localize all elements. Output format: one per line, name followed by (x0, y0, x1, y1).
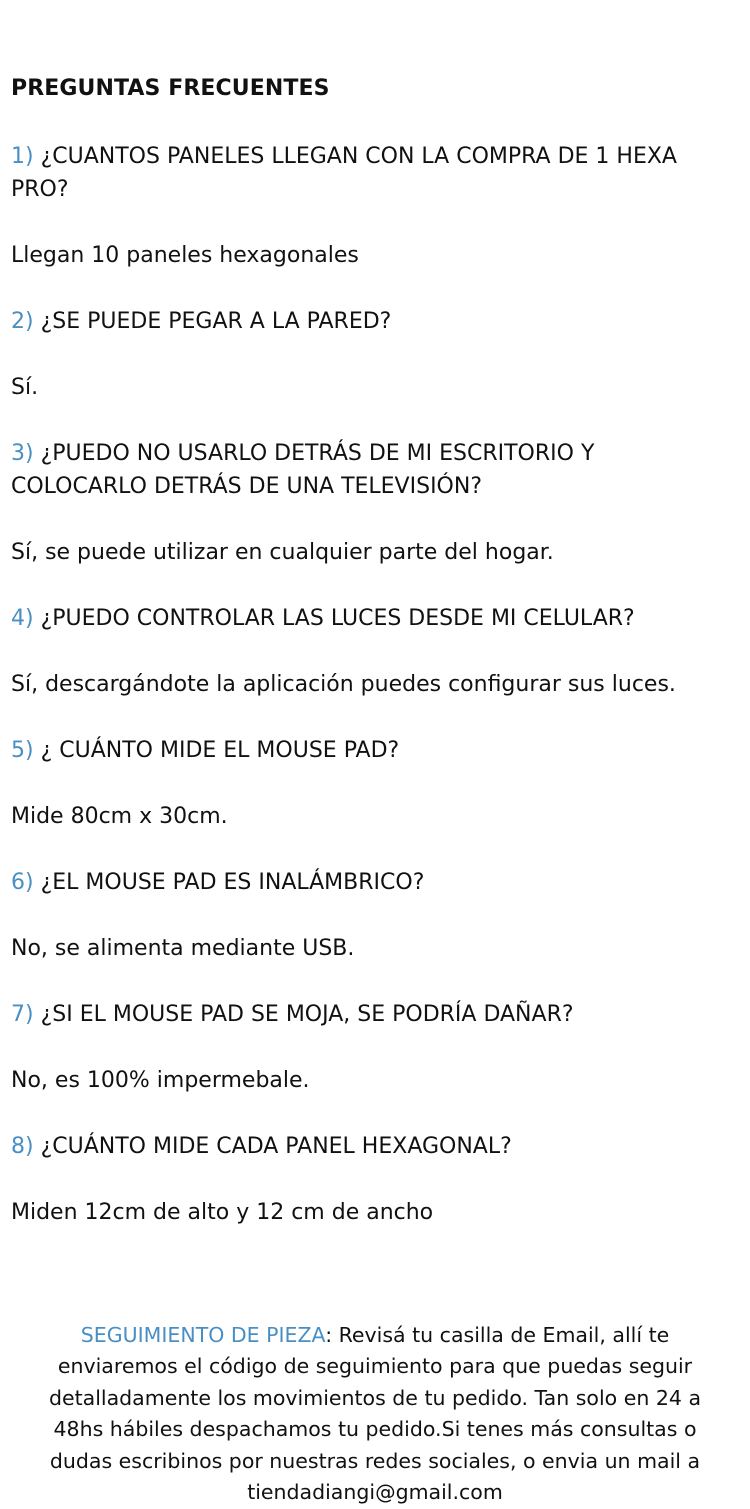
faq-item-3 (11, 437, 712, 569)
faq-answer: Sí, se puede utilizar en cualquier parte del hogar. (11, 540, 554, 565)
faq-item-6 (11, 866, 712, 965)
question-text: ¿ CUÁNTO MIDE EL MOUSE PAD? (33, 738, 400, 763)
question-number: 8) (11, 1134, 34, 1159)
page-title: PREGUNTAS FRECUENTES (11, 76, 330, 101)
question-number: 3) (11, 441, 34, 466)
question-text: ¿PUEDO CONTROLAR LAS LUCES DESDE MI CELULAR? (33, 606, 635, 631)
faq-item-1 (11, 140, 712, 272)
faq-item-8 (11, 1130, 712, 1229)
question-text: ¿SE PUEDE PEGAR A LA PARED? (33, 309, 392, 334)
faq-answer: Mide 80cm x 30cm. (11, 804, 228, 829)
faq-item-7 (11, 998, 712, 1097)
faq-answer: Sí, descargándote la aplicación puedes configurar sus luces. (11, 672, 676, 697)
faq-question (11, 140, 712, 206)
faq-item-5 (11, 734, 712, 833)
question-text: ¿EL MOUSE PAD ES INALÁMBRICO? (33, 870, 425, 895)
faq-question (11, 602, 712, 635)
question-number: 4) (11, 606, 34, 631)
question-number: 1) (11, 144, 34, 169)
question-text: ¿CUÁNTO MIDE CADA PANEL HEXAGONAL? (33, 1134, 512, 1159)
faq-question (11, 437, 712, 503)
faq-question (11, 866, 712, 899)
faq-question (11, 998, 712, 1031)
tracking-text: : Revisá tu casilla de Email, allí te enviaremos el código de seguimiento para que puedas seguir detalladamente los movimientos de tu pedido. Tan solo en 24 a 48hs hábiles despachamos tu pedido.Si tenes más consultas o dudas escribinos por nuestras redes sociales, o envia un mail a tiendadiangi@gmail.com (48, 1322, 702, 1504)
question-text: ¿CUANTOS PANELES LLEGAN CON LA COMPRA DE 1 HEXA PRO? (11, 144, 677, 202)
faq-item-2 (11, 305, 712, 404)
faq-question (11, 305, 712, 338)
faq-answer: Miden 12cm de alto y 12 cm de ancho (11, 1200, 434, 1225)
faq-question (11, 1130, 712, 1163)
question-text: ¿SI EL MOUSE PAD SE MOJA, SE PODRÍA DAÑAR? (33, 1002, 574, 1027)
question-number: 6) (11, 870, 34, 895)
question-text: ¿PUEDO NO USARLO DETRÁS DE MI ESCRITORIO Y COLOCARLO DETRÁS DE UNA TELEVISIÓN? (11, 441, 595, 499)
faq-answer: Llegan 10 paneles hexagonales (11, 243, 359, 268)
faq-item-4 (11, 602, 712, 701)
question-number: 5) (11, 738, 34, 763)
question-number: 2) (11, 309, 34, 334)
shipping-tracking-note (22, 1320, 728, 1509)
faq-answer: No, se alimenta mediante USB. (11, 936, 355, 961)
faq-question (11, 734, 712, 767)
faq-list (11, 140, 712, 1229)
tracking-label: SEGUIMIENTO DE PIEZA (80, 1322, 326, 1347)
faq-answer: Sí. (11, 375, 39, 400)
question-number: 7) (11, 1002, 34, 1027)
faq-answer: No, es 100% impermebale. (11, 1068, 310, 1093)
